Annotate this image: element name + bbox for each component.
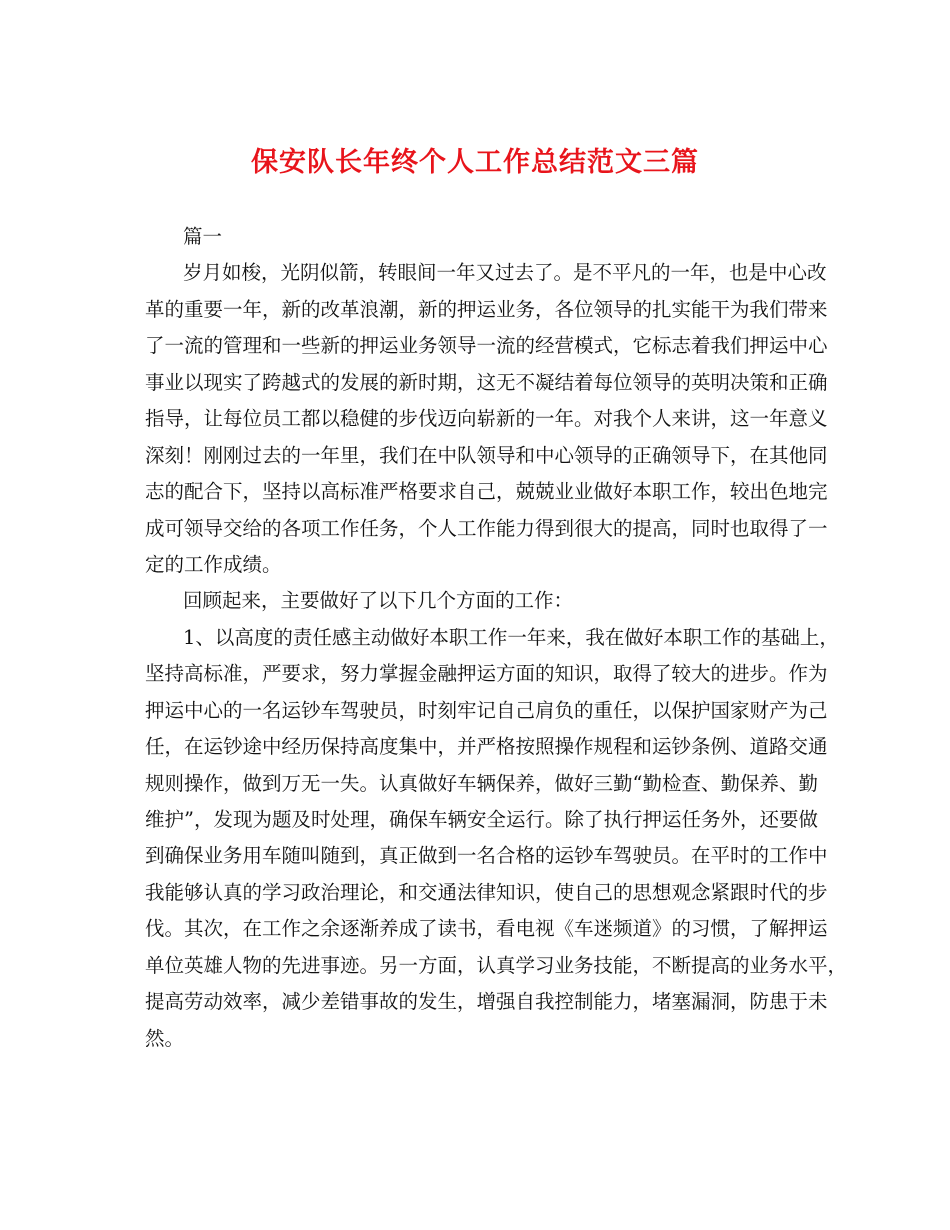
paragraph-line: 我能够认真的学习政治理论，和交通法律知识，使自己的思想观念紧跟时代的步 [145, 880, 828, 904]
paragraph-line: 志的配合下，坚持以高标准严格要求自己，兢兢业业做好本职工作，较出色地完 [145, 480, 828, 504]
paragraph-line: 然。 [145, 1026, 185, 1050]
paragraph-line: 事业以现实了跨越式的发展的新时期，这无不凝结着每位领导的英明决策和正确 [145, 370, 828, 394]
paragraph-line: 岁月如梭，光阴似箭，转眼间一年又过去了。是不平凡的一年，也是中心改 [183, 261, 827, 285]
paragraph [145, 255, 828, 583]
paragraph-line: 1、以高度的责任感主动做好本职工作一年来，我在做好本职工作的基础上， [183, 625, 839, 649]
paragraph-line: 单位英雄人物的先进事迹。另一方面，认真学习业务技能，不断提高的业务水平， [145, 953, 848, 977]
paragraph-line: 规则操作，做到万无一失。认真做好车辆保养，做好三勤“勤检查、勤保养、勤 [145, 771, 818, 795]
paragraph [145, 219, 807, 255]
paragraph-line: 押运中心的一名运钞车驾驶员，时刻牢记自己肩负的重任，以保护国家财产为己 [145, 698, 828, 722]
paragraph-line: 维护”，发现为题及时处理，确保车辆安全运行。除了执行押运任务外，还要做 [145, 808, 818, 831]
paragraph-line: 革的重要一年，新的改革浪潮，新的押运业务，各位领导的扎实能干为我们带来 [145, 297, 828, 321]
paragraph-line: 了一流的管理和一些新的押运业务领导一流的经营模式，它标志着我们押运中心 [145, 334, 828, 358]
paragraph-line: 定的工作成绩。 [145, 552, 282, 576]
paragraph-line: 回顾起来，主要做好了以下几个方面的工作： [183, 589, 574, 613]
paragraph-line: 指导，让每位员工都以稳健的步伐迈向崭新的一年。对我个人来讲，这一年意义 [145, 407, 828, 431]
paragraph [145, 583, 807, 619]
paragraph-line: 任，在运钞途中经历保持高度集中，并严格按照操作规程和运钞条例、道路交通 [145, 735, 828, 759]
paragraph-line: 到确保业务用车随叫随到，真正做到一名合格的运钞车驾驶员。在平时的工作中 [145, 844, 828, 868]
paragraph [145, 620, 848, 1057]
paragraph-line: 深刻！刚刚过去的一年里，我们在中队领导和中心领导的正确领导下，在其他同 [145, 443, 828, 467]
document-body [145, 219, 848, 1057]
paragraph-line: 伐。其次，在工作之余逐渐养成了读书，看电视《车迷频道》的习惯，了解押运 [145, 917, 828, 941]
paragraph-line: 成可领导交给的各项工作任务，个人工作能力得到很大的提高，同时也取得了一 [145, 516, 828, 540]
paragraph-line: 坚持高标准，严要求，努力掌握金融押运方面的知识，取得了较大的进步。作为 [145, 662, 828, 686]
paragraph-line: 篇一 [183, 225, 223, 248]
document-title: 保安队长年终个人工作总结范文三篇 [251, 147, 699, 178]
paragraph-line: 提高劳动效率，减少差错事故的发生，增强自我控制能力，堵塞漏洞，防患于未 [145, 990, 828, 1014]
